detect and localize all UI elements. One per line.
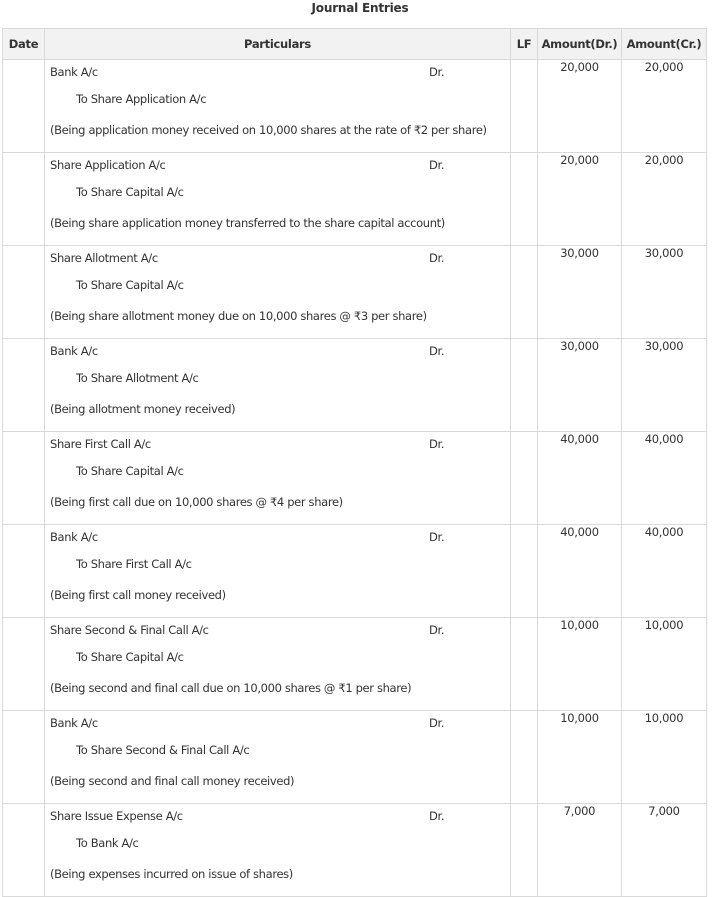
lf-cell <box>511 525 538 618</box>
credit-account: To Share Capital A/c <box>76 650 184 664</box>
credit-account: To Share First Call A/c <box>76 557 192 571</box>
debit-account: Share Second & Final Call A/c <box>50 623 209 637</box>
credit-amount: 7,000 <box>622 804 707 897</box>
debit-account: Share Issue Expense A/c <box>50 809 183 823</box>
particulars-cell <box>45 618 511 711</box>
particulars-cell <box>45 525 511 618</box>
debit-line <box>45 153 510 184</box>
journal-body <box>3 60 707 897</box>
lf-cell <box>511 246 538 339</box>
debit-account: Bank A/c <box>50 530 98 544</box>
debit-line <box>45 711 510 742</box>
journal-entry-row <box>3 618 707 711</box>
header-date: Date <box>3 29 45 60</box>
journal-entry-row <box>3 525 707 618</box>
credit-amount: 10,000 <box>622 618 707 711</box>
lf-cell <box>511 60 538 153</box>
narration: (Being first call due on 10,000 shares @ ₹4 per share) <box>50 494 343 509</box>
header-lf: LF <box>511 29 538 60</box>
credit-amount: 10,000 <box>622 711 707 804</box>
journal-entry-row <box>3 804 707 897</box>
debit-amount: 40,000 <box>538 525 622 618</box>
lf-cell <box>511 432 538 525</box>
narration: (Being expenses incurred on issue of shares) <box>50 866 293 881</box>
credit-amount: 30,000 <box>622 246 707 339</box>
journal-entry-row <box>3 153 707 246</box>
dr-mark: Dr. <box>429 251 445 265</box>
page-title: Journal Entries <box>311 1 409 15</box>
debit-line <box>45 804 510 835</box>
dr-mark: Dr. <box>429 437 445 451</box>
particulars-cell <box>45 339 511 432</box>
journal-entry-row <box>3 711 707 804</box>
debit-account: Share Allotment A/c <box>50 251 158 265</box>
debit-amount: 30,000 <box>538 246 622 339</box>
particulars-cell <box>45 246 511 339</box>
dr-mark: Dr. <box>429 716 445 730</box>
particulars-cell <box>45 60 511 153</box>
header-amount-debit: Amount(Dr.) <box>538 29 622 60</box>
date-cell <box>3 153 45 246</box>
debit-account: Bank A/c <box>50 65 98 79</box>
debit-line <box>45 525 510 556</box>
debit-amount: 20,000 <box>538 60 622 153</box>
dr-mark: Dr. <box>429 623 445 637</box>
header-particulars: Particulars <box>45 29 511 60</box>
date-cell <box>3 804 45 897</box>
debit-account: Bank A/c <box>50 716 98 730</box>
credit-amount: 20,000 <box>622 60 707 153</box>
date-cell <box>3 339 45 432</box>
credit-amount: 40,000 <box>622 432 707 525</box>
debit-line <box>45 339 510 370</box>
debit-account: Share Application A/c <box>50 158 166 172</box>
dr-mark: Dr. <box>429 530 445 544</box>
dr-mark: Dr. <box>429 158 445 172</box>
debit-amount: 20,000 <box>538 153 622 246</box>
lf-cell <box>511 804 538 897</box>
particulars-cell <box>45 711 511 804</box>
journal-entry-row <box>3 246 707 339</box>
debit-amount: 10,000 <box>538 711 622 804</box>
date-cell <box>3 432 45 525</box>
credit-account: To Share Allotment A/c <box>76 371 199 385</box>
narration: (Being application money received on 10,000 shares at the rate of ₹2 per share) <box>50 122 487 137</box>
debit-line <box>45 432 510 463</box>
dr-mark: Dr. <box>429 809 445 823</box>
journal-entry-row <box>3 432 707 525</box>
date-cell <box>3 60 45 153</box>
header-amount-credit: Amount(Cr.) <box>622 29 707 60</box>
lf-cell <box>511 153 538 246</box>
debit-account: Share First Call A/c <box>50 437 151 451</box>
header-row <box>3 29 707 60</box>
particulars-cell <box>45 432 511 525</box>
date-cell <box>3 711 45 804</box>
particulars-cell <box>45 153 511 246</box>
debit-line <box>45 60 510 91</box>
credit-account: To Share Capital A/c <box>76 278 184 292</box>
particulars-cell <box>45 804 511 897</box>
credit-amount: 40,000 <box>622 525 707 618</box>
credit-amount: 20,000 <box>622 153 707 246</box>
debit-amount: 7,000 <box>538 804 622 897</box>
journal-table <box>2 28 707 897</box>
date-cell <box>3 246 45 339</box>
credit-account: To Share Capital A/c <box>76 185 184 199</box>
debit-line <box>45 618 510 649</box>
date-cell <box>3 618 45 711</box>
credit-account: To Share Application A/c <box>76 92 207 106</box>
narration: (Being second and final call money received) <box>50 773 295 788</box>
credit-account: To Share Second & Final Call A/c <box>76 743 250 757</box>
debit-account: Bank A/c <box>50 344 98 358</box>
debit-amount: 30,000 <box>538 339 622 432</box>
debit-amount: 10,000 <box>538 618 622 711</box>
credit-account: To Bank A/c <box>76 836 139 850</box>
journal-entry-row <box>3 60 707 153</box>
debit-line <box>45 246 510 277</box>
narration: (Being second and final call due on 10,000 shares @ ₹1 per share) <box>50 680 412 695</box>
date-cell <box>3 525 45 618</box>
narration: (Being share application money transferred to the share capital account) <box>50 215 445 230</box>
dr-mark: Dr. <box>429 65 445 79</box>
credit-account: To Share Capital A/c <box>76 464 184 478</box>
lf-cell <box>511 339 538 432</box>
narration: (Being allotment money received) <box>50 401 236 416</box>
lf-cell <box>511 711 538 804</box>
journal-entry-row <box>3 339 707 432</box>
dr-mark: Dr. <box>429 344 445 358</box>
narration: (Being first call money received) <box>50 587 226 602</box>
debit-amount: 40,000 <box>538 432 622 525</box>
lf-cell <box>511 618 538 711</box>
narration: (Being share allotment money due on 10,000 shares @ ₹3 per share) <box>50 308 427 323</box>
credit-amount: 30,000 <box>622 339 707 432</box>
